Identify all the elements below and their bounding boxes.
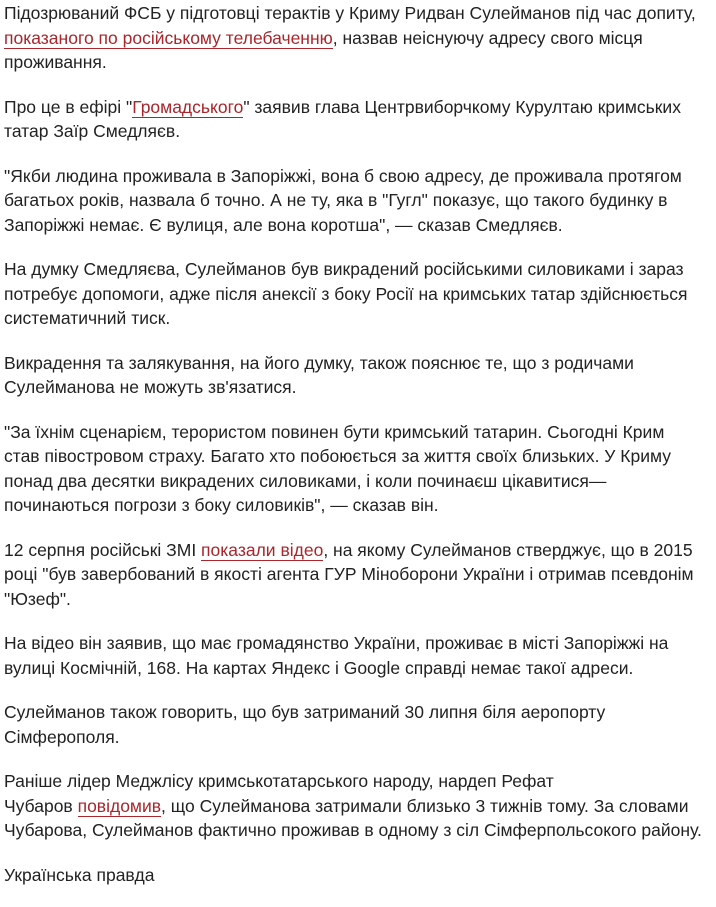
- paragraph-1-text-start: Підозрюваний ФСБ у підготовці терактів у Криму Ридван Сулейманов під час допиту,: [4, 3, 696, 23]
- paragraph-7: [4, 538, 704, 612]
- paragraph-1: [4, 1, 704, 75]
- paragraph-10-line-2-start: Чубаров: [4, 795, 78, 816]
- source-attribution: Українська правда: [4, 864, 155, 885]
- paragraph-4: На думку Смедляєва, Сулейманов був викрадений російськими силовиками і зараз потребує допомоги, адже після анексії з боку Росії на кримських татар здійснюється систематичний тиск.: [4, 259, 688, 328]
- paragraph-9: Сулейманов також говорить, що був затриманий 30 липня біля аеропорту Сімферополя.: [4, 702, 606, 747]
- paragraph-7-text-end: , на якому Сулейманов стверджує, що в 2015 році "був завербований в якості агента ГУР Міноборони України і отримав псевдонім "Юзеф".: [4, 539, 694, 609]
- link-hromadske[interactable]: Громадського: [132, 96, 244, 117]
- paragraph-8: На відео він заявив, що має громадянство України, проживає в місті Запоріжжі на вулиці Космічній, 168. На картах Яндекс і Google справді немає такої адреси.: [4, 633, 669, 678]
- paragraph-5: Викрадення та залякування, на його думку, також пояснює те, що з родичами Сулейманова не можуть зв'язатися.: [4, 352, 634, 397]
- paragraph-7-text-start: 12 серпня російські ЗМІ: [4, 539, 202, 560]
- paragraph-2: [4, 95, 704, 144]
- link-russian-tv[interactable]: показаного по російському телебаченню: [4, 27, 333, 48]
- paragraph-10-text-end: , що Сулейманова затримали близько 3 тижнів тому. За словами Чубарова, Сулейманов фактично проживав в одному з сіл Сімферпольсокого району.: [4, 795, 702, 840]
- paragraph-1-text-end: , назвав неіснуючу адресу свого місця проживання.: [4, 27, 643, 72]
- paragraph-6: "За їхнім сценарієм, терористом повинен бути кримський татарин. Сьогодні Крим став півостровом страху. Багато хто побоюється за життя своїх близьких. У Криму понад два десятки викрадених силовиками, і коли починаєш цікавитися— починаються погрози з боку силовиків", — сказав він.: [4, 421, 671, 515]
- link-reported[interactable]: повідомив: [77, 795, 162, 816]
- article-body: [4, 1, 704, 907]
- paragraph-3: "Якби людина проживала в Запоріжжі, вона б свою адресу, де проживала протягом багатьох років, назвала б точно. А не ту, яка в "Гугл" показує, що такого будинку в Запоріжжі немає. Є вулиця, але вона коротша", — сказав Смедляєв.: [4, 165, 682, 235]
- paragraph-2-text-start: Про це в ефірі ": [4, 96, 133, 117]
- paragraph-10: [4, 769, 704, 843]
- paragraph-2-text-end: " заявив глава Центрвиборчкому Курултаю кримських татар Заїр Смедляєв.: [4, 96, 681, 141]
- link-showed-video[interactable]: показали відео: [201, 539, 324, 560]
- paragraph-10-line-1: Раніше лідер Меджлісу кримськотатарського народу, нардеп Рефат: [4, 771, 554, 791]
